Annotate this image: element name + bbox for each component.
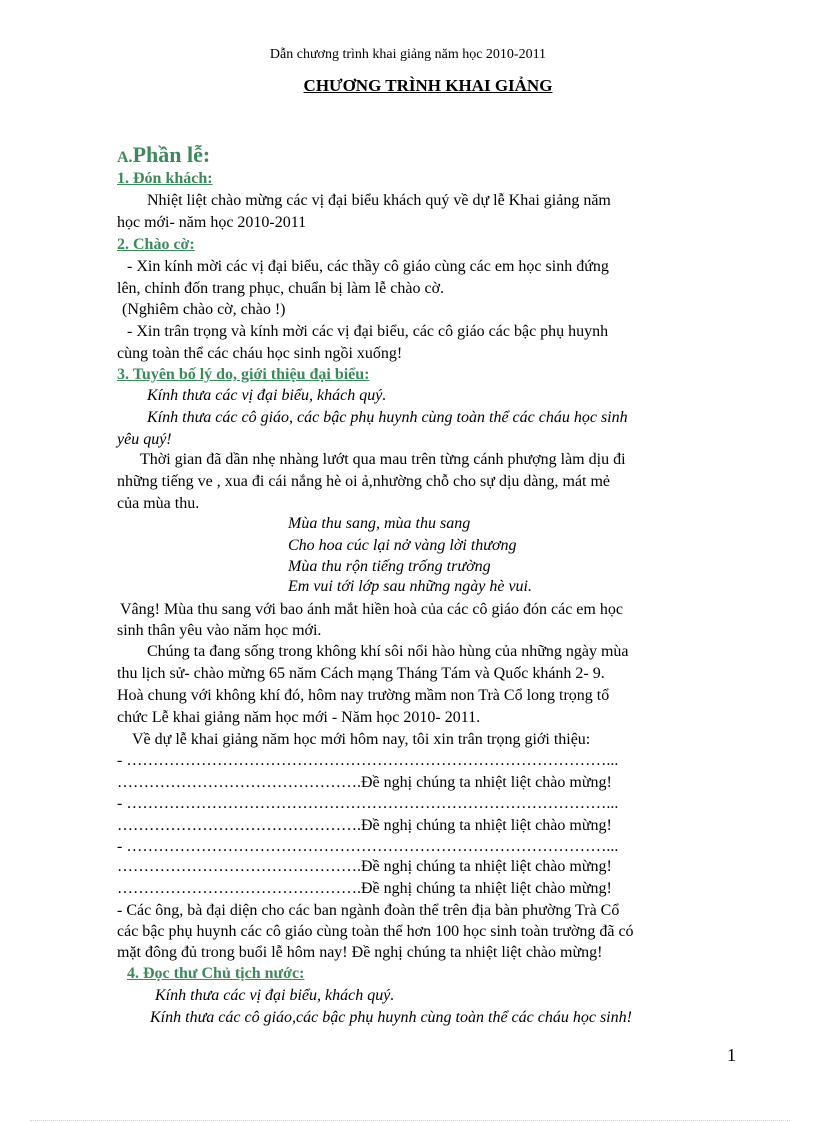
poem-line: Cho hoa cúc lại nở vàng lời thương xyxy=(288,537,517,554)
guest-placeholder-line: - ………………………………………………………………………………... xyxy=(117,752,619,769)
guest-placeholder-line: - ………………………………………………………………………………... xyxy=(117,795,619,812)
section-1-line: học mới- năm học 2010-2011 xyxy=(117,214,307,231)
section-2-line: - Xin trân trọng và kính mời các vị đại biểu, các cô giáo các bậc phụ huynh xyxy=(127,323,609,340)
section-4-heading-text: 4. Đọc thư Chủ tịch nước: xyxy=(127,965,305,982)
section-1-line: Nhiệt liệt chào mừng các vị đại biểu khách quý về dự lễ Khai giảng năm xyxy=(147,192,611,209)
greeting-line: Kính thưa các vị đại biểu, khách quý. xyxy=(155,987,395,1004)
guest-placeholder-line: - ………………………………………………………………………………... xyxy=(117,838,619,855)
guest-welcome-line: ……………………………………….Đề nghị chúng ta nhiệt liệt chào mừng! xyxy=(117,880,612,897)
paragraph-line: - Các ông, bà đại diện cho các ban ngành đoàn thể trên địa bàn phường Trà Cổ xyxy=(117,902,620,919)
section-3-heading xyxy=(117,366,370,384)
section-4-heading xyxy=(127,965,304,983)
section-2-heading xyxy=(117,236,195,254)
page-number: 1 xyxy=(727,1045,736,1065)
section-2-heading-text: 2. Chào cờ: xyxy=(117,236,195,253)
intro-line: Về dự lễ khai giảng năm học mới hôm nay, tôi xin trân trọng giới thiệu: xyxy=(132,731,591,748)
greeting-line: yêu quý! xyxy=(117,431,172,448)
part-a-title: Phần lễ: xyxy=(132,142,211,167)
guest-welcome-line: ……………………………………….Đề nghị chúng ta nhiệt liệt chào mừng! xyxy=(117,817,612,834)
guest-welcome-line: ……………………………………….Đề nghị chúng ta nhiệt liệt chào mừng! xyxy=(117,858,612,875)
section-2-line: lên, chỉnh đốn trang phục, chuẩn bị làm lễ chào cờ. xyxy=(117,280,445,297)
paragraph-line: Thời gian đã dần nhẹ nhàng lướt qua mau trên từng cánh phượng làm dịu đi xyxy=(140,451,626,468)
poem-line: Mùa thu sang, mùa thu sang xyxy=(288,515,471,532)
paragraph-line: Hoà chung với không khí đó, hôm nay trường mầm non Trà Cổ long trọng tổ xyxy=(117,687,610,704)
greeting-line: Kính thưa các cô giáo, các bậc phụ huynh cùng toàn thể các cháu học sinh xyxy=(147,409,628,426)
poem-line: Em vui tới lớp sau những ngày hè vui. xyxy=(288,578,532,595)
paragraph-line: sinh thân yêu vào năm học mới. xyxy=(117,622,322,639)
paragraph-line: chức Lễ khai giảng năm học mới - Năm học 2010- 2011. xyxy=(117,709,481,726)
paragraph-line: của mùa thu. xyxy=(117,495,200,512)
paragraph-line: mặt đông đủ trong buổi lễ hôm nay! Đề nghị chúng ta nhiệt liệt chào mừng! xyxy=(117,944,603,961)
page-bottom-divider xyxy=(30,1120,790,1121)
section-2-line: cùng toàn thể các cháu học sinh ngồi xuống! xyxy=(117,345,403,362)
page-header: Dẫn chương trình khai giảng năm học 2010-2011 xyxy=(269,47,547,62)
greeting-line: Kính thưa các cô giáo,các bậc phụ huynh cùng toàn thể các cháu học sinh! xyxy=(150,1009,632,1026)
section-3-heading-text: 3. Tuyên bố lý do, giới thiệu đại biểu: xyxy=(117,366,370,383)
paragraph-line: Vâng! Mùa thu sang với bao ánh mắt hiền hoà của các cô giáo đón các em học xyxy=(120,601,623,618)
part-a-letter: A. xyxy=(117,149,133,166)
section-2-line: - Xin kính mời các vị đại biểu, các thầy cô giáo cùng các em học sinh đứng xyxy=(127,258,609,275)
section-1-heading-text: 1. Đón khách: xyxy=(117,170,213,187)
part-a-heading xyxy=(117,142,210,168)
paragraph-line: những tiếng ve , xua đi cái nắng hè oi ả,nhường chỗ cho sự dịu dàng, mát mẻ xyxy=(117,473,611,490)
paragraph-line: thu lịch sử- chào mừng 65 năm Cách mạng Tháng Tám và Quốc khánh 2- 9. xyxy=(117,665,605,682)
poem-line: Mùa thu rộn tiếng trống trường xyxy=(288,558,491,575)
document-title: CHƯƠNG TRÌNH KHAI GIẢNG xyxy=(303,76,553,95)
paragraph-line: các bậc phụ huynh các cô giáo cùng toàn thể hơn 100 học sinh toàn trường đã có xyxy=(117,923,634,940)
section-2-line: (Nghiêm chào cờ, chào !) xyxy=(122,301,286,318)
greeting-line: Kính thưa các vị đại biểu, khách quý. xyxy=(147,387,387,404)
section-1-heading xyxy=(117,170,213,188)
guest-welcome-line: ……………………………………….Đề nghị chúng ta nhiệt liệt chào mừng! xyxy=(117,774,612,791)
paragraph-line: Chúng ta đang sống trong không khí sôi nổi hào hùng của những ngày mùa xyxy=(147,643,629,660)
